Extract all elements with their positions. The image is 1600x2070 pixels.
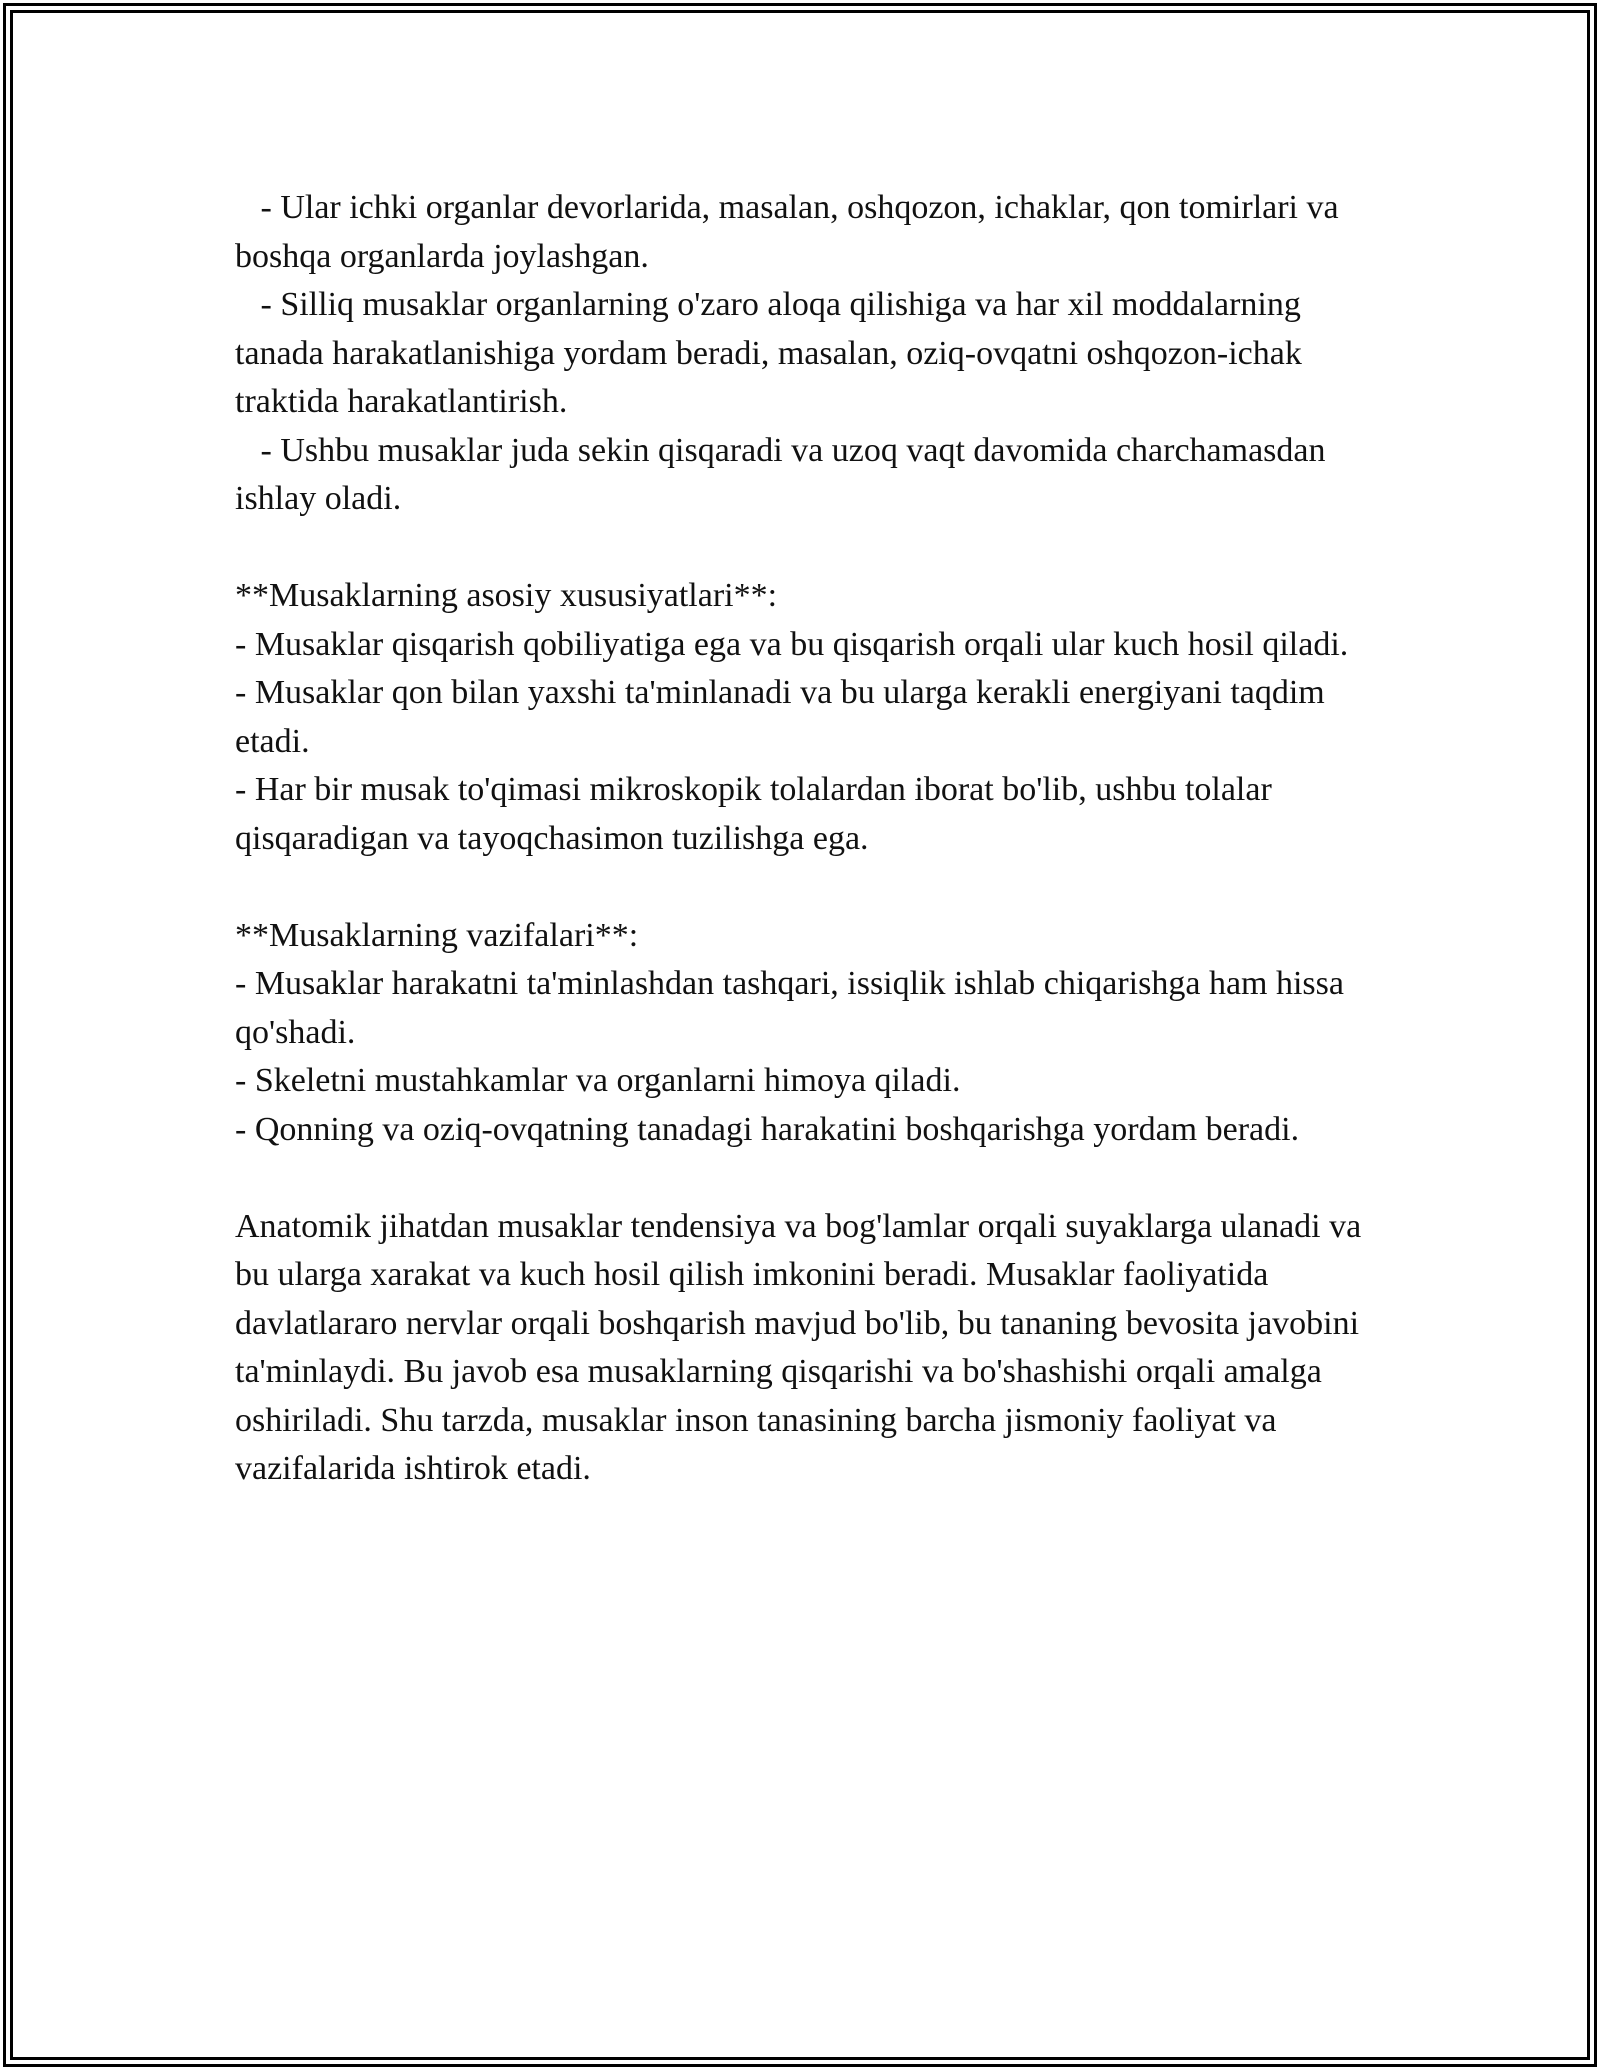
properties-heading: **Musaklarning asosiy xususiyatlari**: — [235, 577, 778, 614]
properties-item-1: - Musaklar qisqarish qobiliyatiga ega va bu qisqarish orqali ular kuch hosil qiladi. — [235, 625, 1349, 663]
functions-item-3: - Qonning va oziq-ovqatning tanadagi harakatini boshqarishga yordam beradi. — [235, 1110, 1300, 1148]
properties-item-2: - Musaklar qon bilan yaxshi ta'minlanadi va bu ularga kerakli energiyani taqdim etadi. — [235, 674, 1334, 760]
properties-item-3: - Har bir musak to'qimasi mikroskopik tolalardan iborat bo'lib, ushbu tolalar qisqaradigan va tayoqchasimon tuzilishga ega. — [235, 771, 1281, 857]
document-body — [235, 184, 1375, 1494]
conclusion-paragraph: Anatomik jihatdan musaklar tendensiya va bog'lamlar orqali suyaklarga ulanadi va bu ularga xarakat va kuch hosil qilish imkonini beradi. Musaklar faoliyatida davlatlararo nervlar orqali boshqarish mavjud bo'lib, bu tananing bevosita javobini ta'minlaydi. Bu javob esa musaklarning qisqarishi va bo'shashishi orqali amalga oshiriladi. Shu tarzda, musaklar inson tanasining barcha jismoniy faoliyat va vazifalarida ishtirok etadi. — [235, 1207, 1370, 1487]
functions-heading: **Musaklarning vazifalari**: — [235, 916, 639, 954]
paragraph-gap — [235, 1154, 1375, 1203]
functions-item-1: - Musaklar harakatni ta'minlashdan tashqari, issiqlik ishlab chiqarishga ham hissa qo'shadi. — [235, 965, 1353, 1051]
functions-item-2: - Skeletni mustahkamlar va organlarni himoya qiladi. — [235, 1062, 961, 1099]
paragraph-gap — [235, 524, 1375, 573]
smooth-muscle-item-2: - Silliq musaklar organlarning o'zaro aloqa qilishiga va har xil moddalarning tanada harakatlanishiga yordam beradi, masalan, oziq-ovqatni oshqozon-ichak traktida harakatlantirish. — [235, 286, 1311, 420]
paragraph-gap — [235, 863, 1375, 912]
smooth-muscle-item-3: - Ushbu musaklar juda sekin qisqaradi va uzoq vaqt davomida charchamasdan ishlay oladi. — [235, 431, 1335, 517]
smooth-muscle-item-1: - Ular ichki organlar devorlarida, masalan, oshqozon, ichaklar, qon tomirlari va boshqa organlarda joylashgan. — [235, 189, 1348, 275]
